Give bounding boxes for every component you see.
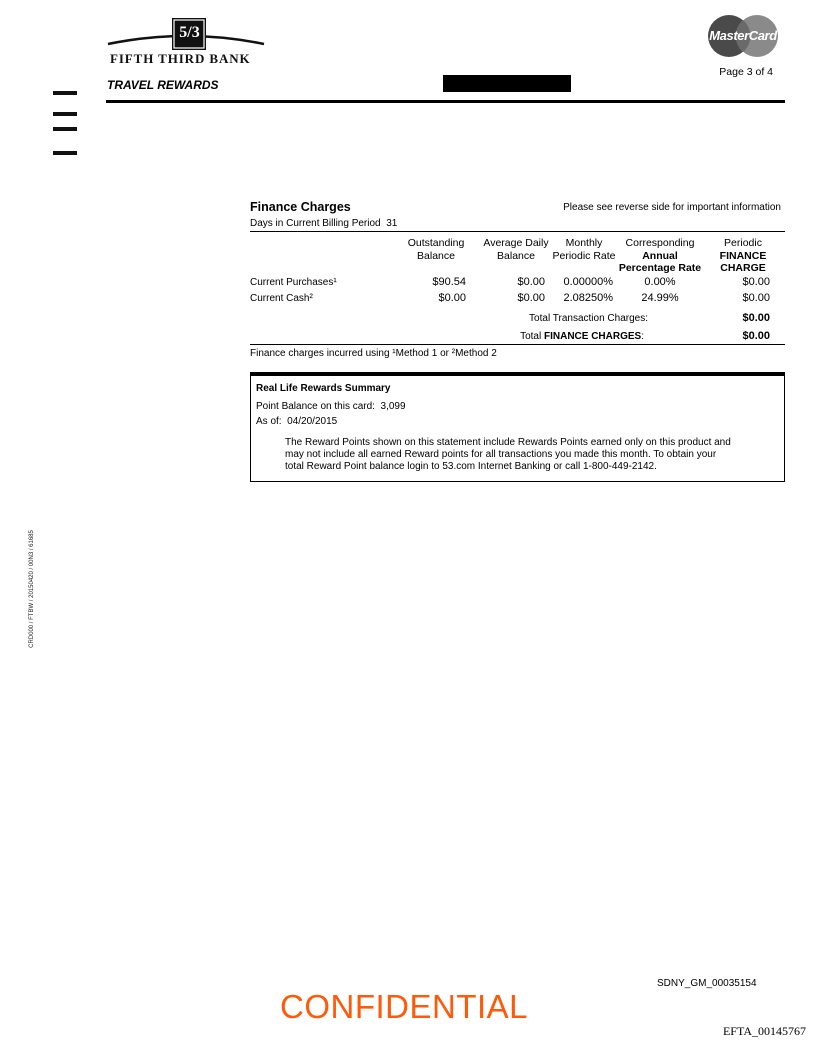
table-bottom-rule [250, 344, 785, 345]
finance-charges-title: Finance Charges [250, 200, 351, 214]
bank-name: FIFTH THIRD BANK [110, 51, 251, 66]
omr-mark [53, 91, 77, 95]
row-label: Current Cash² [250, 293, 313, 304]
header-divider [106, 100, 785, 103]
row-periodic-charge: $0.00 [742, 276, 770, 288]
row-monthly-rate: 2.08250% [563, 292, 613, 304]
row-apr: 24.99% [641, 292, 679, 304]
as-of-label: As of: [256, 416, 282, 427]
redaction-bar [443, 75, 571, 92]
col-outstanding-balance [398, 237, 474, 262]
total-finance-label: FINANCE CHARGES [543, 331, 642, 342]
header-line: FINANCE [719, 249, 767, 262]
col-annual-percentage-rate [616, 237, 704, 275]
logo-mark: 5/3 [179, 24, 200, 41]
total-transaction-label: Total Transaction Charges: [529, 313, 648, 324]
bates-efta: EFTA_00145767 [722, 1024, 806, 1038]
col-periodic-finance-charge [712, 237, 774, 275]
row-outstanding: $90.54 [432, 276, 466, 288]
total-finance-charges-value: $0.00 [742, 330, 770, 342]
billing-period-days [250, 218, 397, 229]
card-brand-label: MasterCard [709, 28, 777, 43]
point-balance-label: Point Balance on this card: [256, 401, 375, 412]
side-code-text: CRD000 / FTBW / 20150420 / 00N3 / 61685 [29, 530, 35, 648]
col-monthly-periodic-rate [550, 237, 618, 262]
header-line: Balance [497, 249, 535, 262]
rewards-disclaimer-line: The Reward Points shown on this statement include Rewards Points earned only on this product and [285, 437, 731, 448]
header-line: Corresponding [625, 237, 695, 249]
omr-mark [53, 112, 77, 116]
col-average-daily-balance [478, 237, 554, 262]
total-prefix: Total [520, 331, 542, 342]
page-indicator: Page 3 of 4 [719, 66, 773, 78]
bates-sdny: SDNY_GM_00035154 [657, 978, 757, 989]
table-top-rule [250, 231, 785, 232]
header-line: Periodic Rate [552, 249, 616, 262]
method-note: Finance charges incurred using ¹Method 1 or ²Method 2 [250, 348, 497, 359]
row-average-daily: $0.00 [517, 276, 545, 288]
header-line: CHARGE [720, 262, 766, 274]
point-balance-value: 3,099 [380, 401, 406, 412]
header-line: Annual [642, 249, 678, 262]
billing-days-label: Days in Current Billing Period [250, 218, 381, 229]
as-of-value: 04/20/2015 [287, 416, 338, 427]
row-periodic-charge: $0.00 [742, 292, 770, 304]
omr-mark [53, 127, 77, 131]
rewards-disclaimer-line: may not include all earned Reward points for all transactions you made this month. To obtain your [285, 449, 717, 460]
header-line: Average Daily [483, 237, 549, 249]
product-name: TRAVEL REWARDS [107, 78, 219, 92]
omr-mark [53, 151, 77, 155]
rewards-as-of [256, 416, 337, 427]
total-transaction-value: $0.00 [742, 312, 770, 324]
rewards-title: Real Life Rewards Summary [256, 383, 391, 394]
finance-charges-note: Please see reverse side for important information [563, 202, 781, 213]
confidential-stamp: CONFIDENTIAL [280, 988, 529, 1025]
total-finance-charges-label [470, 331, 644, 342]
header-line: Periodic [724, 237, 762, 249]
row-monthly-rate: 0.00000% [563, 276, 613, 288]
row-apr: 0.00% [644, 276, 676, 288]
total-suffix: : [641, 331, 644, 342]
side-document-code [26, 520, 36, 660]
rewards-point-balance [256, 401, 406, 412]
rewards-disclaimer-line: total Reward Point balance login to 53.com Internet Banking or call 1-800-449-2142. [285, 461, 657, 472]
row-outstanding: $0.00 [438, 292, 466, 304]
header-line: Monthly [565, 237, 603, 249]
header-line: Balance [417, 249, 455, 262]
header-line: Percentage Rate [618, 262, 702, 274]
billing-days-value: 31 [386, 218, 398, 229]
header-line: Outstanding [407, 237, 465, 249]
row-label: Current Purchases¹ [250, 277, 337, 288]
row-average-daily: $0.00 [517, 292, 545, 304]
